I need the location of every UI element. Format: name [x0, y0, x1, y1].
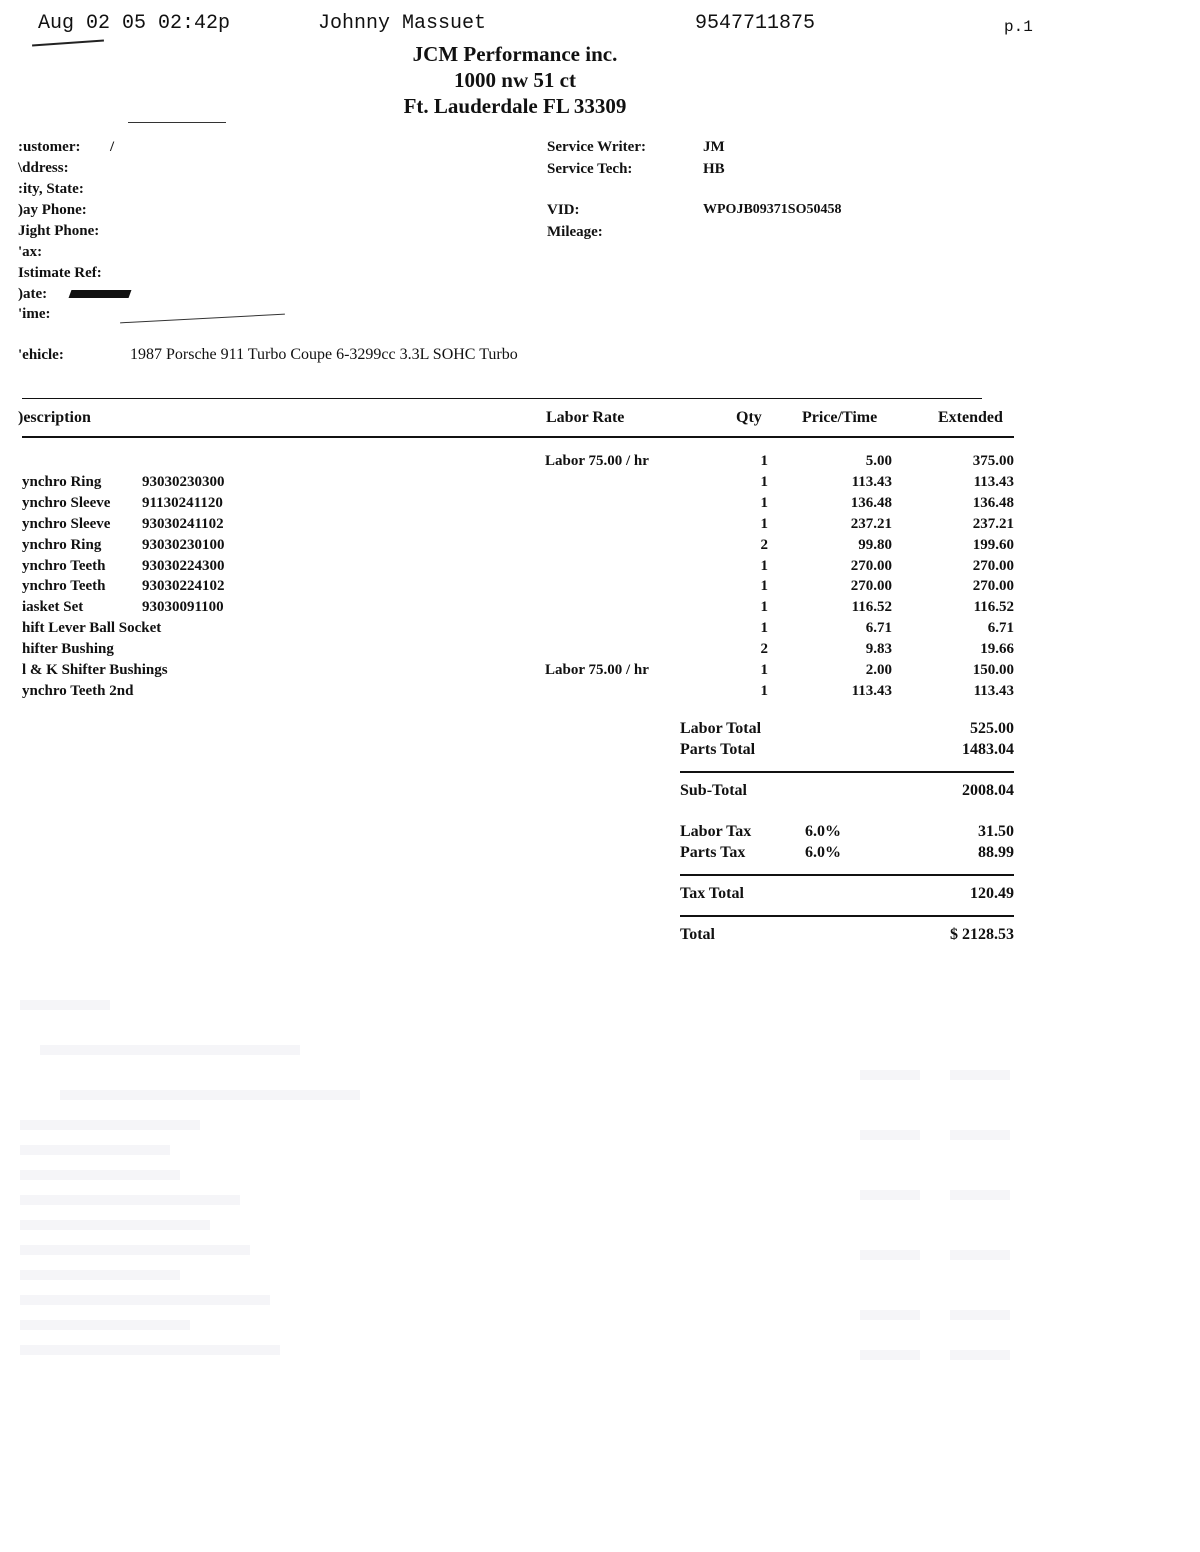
header-description: )escription	[18, 409, 91, 426]
item-extended: 199.60	[972, 536, 1014, 553]
item-price: 5.00	[865, 453, 892, 469]
item-price: 270.00	[850, 557, 892, 574]
labor-tax-percent: 6.0%	[805, 823, 841, 840]
labor-total-value: 525.00	[970, 720, 1014, 737]
item-price: 9.83	[865, 641, 892, 658]
customer-value: /	[110, 139, 115, 155]
vid-label: VID:	[547, 202, 580, 218]
subtotal-value: 2008.04	[962, 782, 1014, 799]
night-phone-label: Jight Phone:	[18, 223, 100, 239]
item-qty: 1	[760, 620, 768, 637]
date-label: )ate:	[18, 286, 48, 302]
item-price: 270.00	[850, 578, 892, 595]
item-part-number: 91130241120	[142, 494, 223, 511]
item-extended: 19.66	[980, 641, 1014, 658]
company-city: Ft. Lauderdale FL 33309	[403, 94, 627, 118]
item-qty: 1	[760, 682, 768, 699]
vehicle-label: 'ehicle:	[18, 347, 64, 363]
item-extended: 113.43	[973, 473, 1014, 490]
item-price: 116.52	[851, 599, 892, 616]
item-description: ynchro Teeth	[22, 557, 106, 574]
estimate-ref-label: Istimate Ref:	[18, 265, 102, 281]
item-price: 237.21	[850, 515, 892, 532]
item-extended: 150.00	[972, 662, 1014, 678]
item-qty: 1	[760, 662, 768, 678]
item-qty: 2	[760, 641, 768, 658]
item-qty: 1	[760, 494, 768, 511]
fax-sender: Johnny Massuet	[318, 12, 487, 35]
service-writer-label: Service Writer:	[547, 139, 646, 155]
item-extended: 113.43	[973, 682, 1014, 699]
parts-tax-value: 88.99	[978, 844, 1014, 861]
item-part-number: 93030230100	[142, 536, 225, 553]
item-price: 6.71	[865, 620, 892, 637]
item-description: iasket Set	[22, 599, 84, 616]
item-extended: 375.00	[972, 453, 1014, 469]
day-phone-label: )ay Phone:	[18, 202, 87, 218]
tax-total-label: Tax Total	[680, 885, 744, 902]
customer-label: :ustomer:	[18, 139, 81, 155]
header-price-time: Price/Time	[802, 409, 878, 426]
header-extended: Extended	[938, 409, 1003, 426]
mileage-label: Mileage:	[547, 224, 603, 240]
item-extended: 237.21	[972, 515, 1014, 532]
item-description: ynchro Teeth 2nd	[22, 682, 134, 699]
item-extended: 270.00	[972, 557, 1014, 574]
item-qty: 1	[760, 599, 768, 616]
vehicle-value: 1987 Porsche 911 Turbo Coupe 6-3299cc 3.3L SOHC Turbo	[130, 346, 518, 363]
item-description: ynchro Teeth	[22, 578, 106, 595]
item-part-number: 93030091100	[142, 599, 224, 616]
item-description: ynchro Ring	[22, 536, 102, 553]
item-qty: 1	[760, 453, 768, 469]
labor-tax-label: Labor Tax	[680, 823, 752, 840]
labor-total-label: Labor Total	[680, 720, 762, 737]
item-description: hift Lever Ball Socket	[22, 620, 162, 637]
tax-total-value: 120.49	[970, 885, 1014, 902]
address-label: \ddress:	[18, 160, 69, 176]
item-qty: 2	[760, 536, 768, 553]
item-labor-rate: Labor 75.00 / hr	[545, 453, 649, 469]
item-extended: 136.48	[972, 494, 1014, 511]
fax-phone: 9547711875	[695, 12, 816, 35]
item-description: ynchro Ring	[22, 473, 102, 490]
parts-tax-percent: 6.0%	[805, 844, 841, 861]
item-part-number: 93030241102	[142, 515, 224, 532]
item-part-number: 93030224102	[142, 578, 225, 595]
fax-date: Aug 02 05 02:42p	[38, 12, 231, 35]
item-qty: 1	[760, 578, 768, 595]
service-tech-label: Service Tech:	[547, 161, 633, 177]
vid-value: WPOJB09371SO50458	[703, 202, 842, 217]
item-part-number: 93030224300	[142, 557, 225, 574]
fax-label: 'ax:	[18, 244, 43, 260]
item-price: 113.43	[851, 682, 892, 699]
city-state-label: :ity, State:	[18, 181, 84, 197]
item-price: 113.43	[851, 473, 892, 490]
service-tech-value: HB	[703, 161, 725, 177]
labor-tax-value: 31.50	[978, 823, 1014, 840]
subtotal-label: Sub-Total	[680, 782, 747, 799]
company-name: JCM Performance inc.	[412, 42, 618, 66]
header-qty: Qty	[736, 409, 762, 426]
item-price: 136.48	[850, 494, 892, 511]
fax-page-number: p.1	[1004, 18, 1033, 36]
item-extended: 6.71	[987, 620, 1014, 637]
item-part-number: 93030230300	[142, 473, 225, 490]
item-description: l & K Shifter Bushings	[22, 662, 168, 678]
item-price: 99.80	[858, 536, 892, 553]
item-labor-rate: Labor 75.00 / hr	[545, 662, 649, 678]
item-price: 2.00	[865, 662, 892, 678]
item-extended: 116.52	[973, 599, 1014, 616]
grand-total-label: Total	[680, 926, 715, 943]
item-qty: 1	[760, 473, 768, 490]
parts-total-label: Parts Total	[680, 741, 756, 758]
item-extended: 270.00	[972, 578, 1014, 595]
item-description: hifter Bushing	[22, 641, 114, 658]
service-writer-value: JM	[703, 139, 725, 155]
item-qty: 1	[760, 557, 768, 574]
parts-tax-label: Parts Tax	[680, 844, 746, 861]
parts-total-value: 1483.04	[962, 741, 1014, 758]
grand-total-value: $ 2128.53	[950, 926, 1014, 943]
time-label: 'ime:	[18, 306, 51, 322]
company-street: 1000 nw 51 ct	[454, 68, 576, 92]
item-description: ynchro Sleeve	[22, 515, 111, 532]
header-labor-rate: Labor Rate	[546, 409, 625, 426]
item-qty: 1	[760, 515, 768, 532]
item-description: ynchro Sleeve	[22, 494, 111, 511]
